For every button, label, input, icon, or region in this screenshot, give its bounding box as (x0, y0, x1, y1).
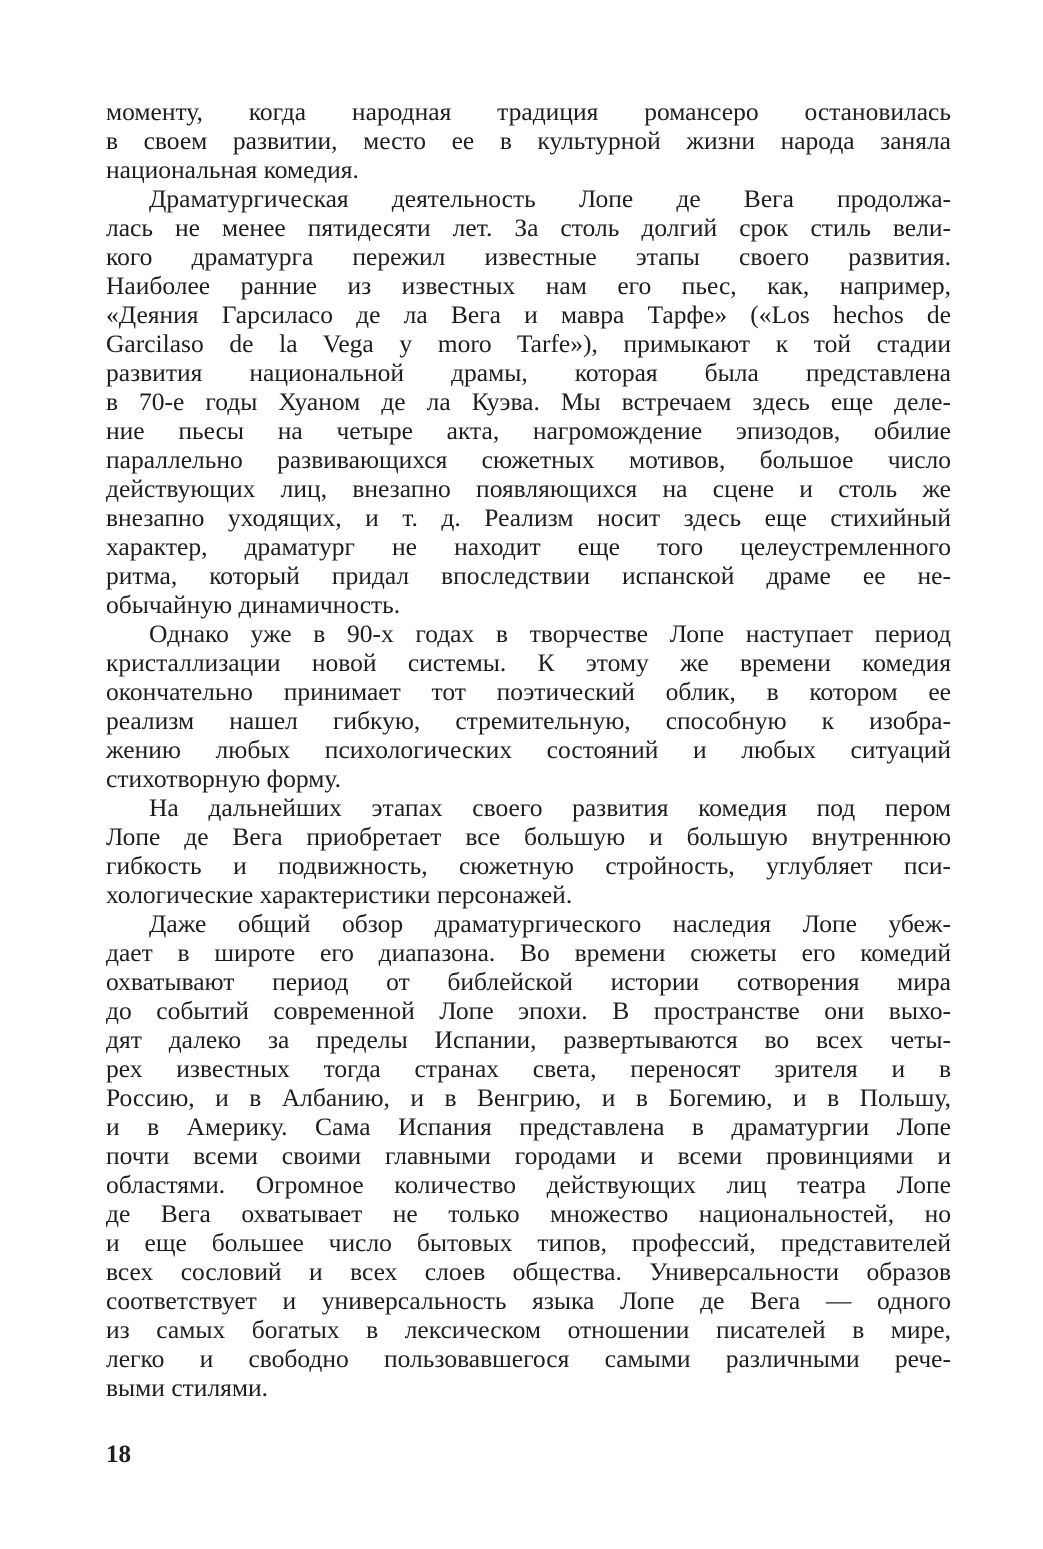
text-line: всех сословий и всех слоев общества. Универсальности образов (106, 1257, 951, 1286)
text-line: дает в широте его диапазона. Во времени сюжеты его комедий (106, 938, 951, 967)
text-line: и в Америку. Сама Испания представлена в драматургии Лопе (106, 1112, 951, 1141)
text-line: национальная комедия. (106, 155, 359, 184)
text-line: стихотворную форму. (106, 764, 341, 793)
text-line: и еще большее число бытовых типов, профессий, представителей (106, 1228, 951, 1257)
text-line: лась не менее пятидесяти лет. За столь долгий срок стиль вели- (106, 213, 951, 242)
text-line: ритма, который придал впоследствии испанской драме ее не- (106, 561, 951, 590)
text-line: окончательно принимает тот поэтический облик, в котором ее (106, 677, 951, 706)
text-line: характер, драматург не находит еще того целеустремленного (106, 532, 951, 561)
text-line: легко и свободно пользовавшегося самыми различными рече- (106, 1344, 951, 1373)
text-line: де Вега охватывает не только множество национальностей, но (106, 1199, 951, 1228)
text-line: Лопе де Вега приобретает все большую и большую внутреннюю (106, 822, 951, 851)
text-line: хологические характеристики персонажей. (106, 880, 573, 909)
text-line: кого драматурга пережил известные этапы своего развития. (106, 242, 951, 271)
text-line: моменту, когда народная традиция романсеро остановилась (106, 97, 951, 126)
text-line: развития национальной драмы, которая была представлена (106, 358, 951, 387)
text-line: ние пьесы на четыре акта, нагромождение эпизодов, обилие (106, 416, 951, 445)
text-line: Garcilaso de la Vega y moro Tarfe»), примыкают к той стадии (106, 329, 951, 358)
text-line: областями. Огромное количество действующих лиц театра Лопе (106, 1170, 951, 1199)
text-line: параллельно развивающихся сюжетных мотивов, большое число (106, 445, 951, 474)
body-text (106, 97, 951, 1402)
text-line: охватывают период от библейской истории сотворения мира (106, 967, 951, 996)
text-line: обычайную динамичность. (106, 590, 401, 619)
text-line: действующих лиц, внезапно появляющихся на сцене и столь же (106, 474, 951, 503)
text-line: Россию, и в Албанию, и в Венгрию, и в Богемию, и в Польшу, (106, 1083, 951, 1112)
text-line: жению любых психологических состояний и любых ситуаций (106, 735, 951, 764)
text-line: Наиболее ранние из известных нам его пьес, как, например, (106, 271, 951, 300)
page-number: 18 (106, 1441, 131, 1468)
text-line: внезапно уходящих, и т. д. Реализм носит здесь еще стихийный (106, 503, 951, 532)
text-line: кристаллизации новой системы. К этому же времени комедия (106, 648, 951, 677)
text-line: в 70-е годы Хуаном де ла Куэва. Мы встречаем здесь еще деле- (106, 387, 951, 416)
text-line: гибкость и подвижность, сюжетную стройность, углубляет пси- (106, 851, 951, 880)
text-line: «Деяния Гарсиласо де ла Вега и мавра Тарфе» («Los hechos de (106, 300, 951, 329)
text-line: соответствует и универсальность языка Лопе де Вега — одного (106, 1286, 951, 1315)
text-line: Драматургическая деятельность Лопе де Вега продолжа- (149, 184, 951, 213)
text-line: дят далеко за пределы Испании, развертываются во всех четы- (106, 1025, 951, 1054)
text-line: Даже общий обзор драматургического наследия Лопе убеж- (149, 909, 951, 938)
text-line: реализм нашел гибкую, стремительную, способную к изобра- (106, 706, 951, 735)
text-line: в своем развитии, место ее в культурной жизни народа заняла (106, 126, 951, 155)
text-line: выми стилями. (106, 1373, 269, 1402)
text-line: до событий современной Лопе эпохи. В пространстве они выхо- (106, 996, 951, 1025)
text-line: из самых богатых в лексическом отношении писателей в мире, (106, 1315, 951, 1344)
text-line: рех известных тогда странах света, переносят зрителя и в (106, 1054, 951, 1083)
text-line: На дальнейших этапах своего развития комедия под пером (149, 793, 951, 822)
text-line: почти всеми своими главными городами и всеми провинциями и (106, 1141, 951, 1170)
text-line: Однако уже в 90-х годах в творчестве Лопе наступает период (149, 619, 951, 648)
